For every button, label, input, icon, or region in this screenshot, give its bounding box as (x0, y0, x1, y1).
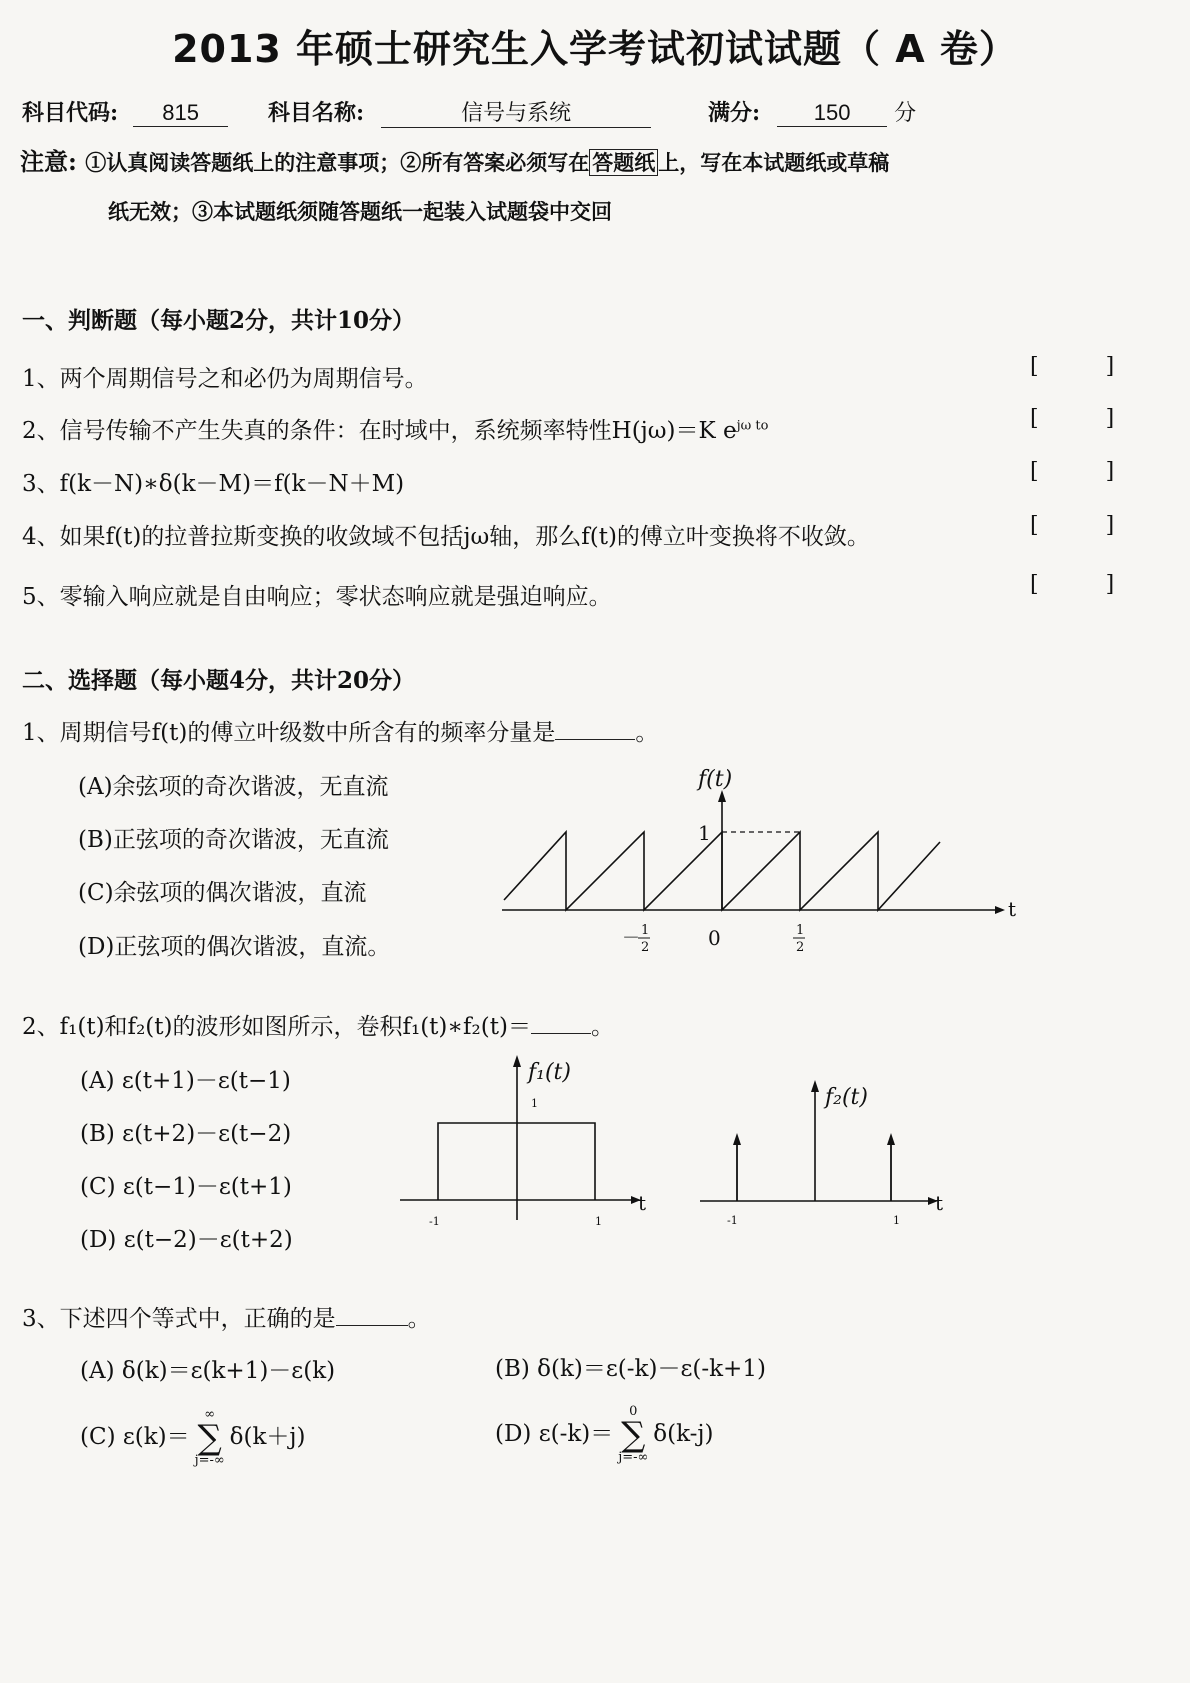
full-score-value: 150 (777, 100, 887, 127)
subject-name-value: 信号与系统 (381, 96, 651, 128)
subject-code-row (22, 96, 228, 127)
subject-name-label: 科目名称: (268, 100, 365, 126)
answer-bracket-4[interactable]: [ ] (1030, 513, 1145, 538)
s1-question-1: 1、两个周期信号之和必仍为周期信号。 (22, 366, 428, 392)
f2-vertical-axis-arrow (811, 1080, 819, 1092)
f2-figure (695, 1068, 965, 1248)
full-score-unit: 分 (894, 101, 917, 126)
f1-pos1-label: 1 (595, 1215, 602, 1228)
s2-q2-stem-text: 2、f₁(t)和f₂(t)的波形如图所示，卷积f₁(t)∗f₂(t)＝ (22, 1014, 531, 1040)
answer-bracket-1[interactable]: [ ] (1030, 354, 1145, 379)
neg-half-den: 2 (641, 940, 650, 955)
s2-q3-option-c-rhs: δ(k＋j) (229, 1424, 306, 1450)
s2-q2-option-c: (C) ε(t−1)－ε(t+1) (80, 1174, 292, 1200)
s2-q1-option-d: (D)正弦项的偶次谐波，直流。 (78, 934, 391, 960)
s2-q3-option-c-lhs: (C) ε(k)＝ (80, 1424, 190, 1450)
f2-impulse-right-arrow (887, 1133, 895, 1145)
t-axis-label: t (1008, 897, 1017, 921)
f1-vertical-axis-arrow (513, 1055, 521, 1067)
s2-q1-stem (22, 714, 658, 747)
neg-half-sign: － (622, 928, 640, 949)
subject-name-row (268, 96, 651, 128)
f1-figure (395, 1045, 665, 1245)
notice-text-a: ①认真阅读答题纸上的注意事项；②所有答案必须写在 (85, 150, 590, 175)
sigma-icon: ∑ (197, 1418, 222, 1458)
s2-q1-stem-end: 。 (635, 720, 659, 746)
answer-bracket-2[interactable]: [ ] (1030, 406, 1145, 431)
s2-q3-option-c (80, 1408, 306, 1468)
s2-q3-option-d (495, 1405, 714, 1465)
t-axis-arrow (995, 906, 1005, 914)
s2-q3-option-d-upper: 0 (629, 1404, 638, 1419)
s2-q3-blank[interactable] (336, 1324, 408, 1326)
subject-code-value: 815 (133, 100, 228, 127)
answer-bracket-3[interactable]: [ ] (1030, 459, 1145, 484)
answer-sheet-box: 答题纸 (589, 149, 658, 176)
answer-bracket-5[interactable]: [ ] (1030, 572, 1145, 597)
s2-q3-option-a: (A) δ(k)＝ε(k+1)－ε(k) (80, 1358, 336, 1384)
origin-label: 0 (708, 926, 721, 950)
notice-prefix: 注意: (20, 147, 77, 176)
exam-title: 2013 年硕士研究生入学考试初试试题（ A 卷） (172, 27, 1018, 71)
sigma-icon: ∑ (621, 1415, 646, 1455)
notice-text-b: 上，写在本试题纸或草稿 (658, 150, 890, 175)
s2-q3-option-d-rhs: δ(k-j) (653, 1421, 714, 1447)
pos-half-den: 2 (796, 940, 805, 955)
s2-q3-option-c-upper: ∞ (204, 1407, 216, 1422)
s1-question-5: 5、零输入响应就是自由响应；零状态响应就是强迫响应。 (22, 584, 612, 610)
s2-q2-stem-end: 。 (590, 1014, 614, 1040)
peak-label: 1 (698, 821, 711, 845)
s2-q3-stem-end: 。 (407, 1306, 431, 1332)
s1-question-2-text: 2、信号传输不产生失真的条件：在时域中，系统频率特性H(jω)＝K e (22, 418, 737, 444)
s2-q2-option-b: (B) ε(t+2)－ε(t−2) (80, 1121, 292, 1147)
s2-q3-option-b: (B) δ(k)＝ε(-k)－ε(-k+1) (495, 1356, 766, 1382)
s2-q2-option-a: (A) ε(t+1)－ε(t−1) (80, 1068, 291, 1094)
s1-question-4: 4、如果f(t)的拉普拉斯变换的收敛域不包括jω轴，那么f(t)的傅立叶变换将不收敛。 (22, 524, 870, 550)
f2-neg1-label: -1 (727, 1214, 738, 1227)
s2-q3-option-c-lower: j=-∞ (194, 1453, 225, 1468)
s1-question-2-exponent: jω to (736, 418, 769, 434)
s1-question-3: 3、f(k－N)∗δ(k－M)＝f(k－N＋M) (22, 471, 405, 497)
s2-q3-stem (22, 1300, 431, 1333)
full-score-label: 满分: (708, 100, 761, 126)
f2-label: f₂(t) (825, 1085, 868, 1110)
s2-q3-option-d-lhs: (D) ε(-k)＝ (495, 1421, 614, 1447)
s1-question-2 (22, 412, 768, 445)
section1-title: 一、判断题（每小题2分，共计10分） (22, 307, 416, 334)
s2-q1-option-c: (C)余弦项的偶次谐波，直流 (78, 880, 367, 906)
f2-impulse-left-arrow (733, 1133, 741, 1145)
full-score-row (708, 96, 916, 127)
s2-q1-stem-text: 1、周期信号f(t)的傅立叶级数中所含有的频率分量是 (22, 720, 556, 746)
s2-q3-option-c-sum (190, 1408, 230, 1468)
f1-label: f₁(t) (528, 1060, 571, 1085)
notice-line-2: 纸无效；③本试题纸须随答题纸一起装入试题袋中交回 (108, 199, 612, 224)
f1-neg1-label: -1 (429, 1215, 440, 1228)
notice-line-1 (20, 142, 889, 177)
pos-half-num: 1 (796, 923, 805, 938)
neg-half-num: 1 (641, 923, 650, 938)
s2-q1-blank[interactable] (555, 738, 635, 740)
s2-q3-option-d-lower: j=-∞ (618, 1450, 649, 1465)
section2-title: 二、选择题（每小题4分，共计20分） (22, 667, 416, 694)
s2-q2-blank[interactable] (531, 1032, 591, 1034)
s2-q3-option-d-sum (613, 1405, 653, 1465)
s2-q1-option-b: (B)正弦项的奇次谐波，无直流 (78, 827, 389, 853)
sawtooth-wave (504, 832, 940, 910)
sawtooth-figure (490, 760, 1030, 960)
s2-q1-option-a: (A)余弦项的奇次谐波，无直流 (78, 774, 389, 800)
s2-q2-stem (22, 1008, 614, 1041)
f2-pos1-label: 1 (893, 1214, 900, 1227)
subject-code-label: 科目代码: (22, 100, 119, 126)
f2-t-label: t (935, 1191, 944, 1215)
s2-q2-option-d: (D) ε(t−2)－ε(t+2) (80, 1227, 293, 1253)
f1-height-label: 1 (531, 1097, 538, 1110)
f1-t-label: t (638, 1191, 647, 1215)
s2-q3-stem-text: 3、下述四个等式中，正确的是 (22, 1306, 336, 1332)
f-axis-label: f(t) (698, 767, 733, 792)
